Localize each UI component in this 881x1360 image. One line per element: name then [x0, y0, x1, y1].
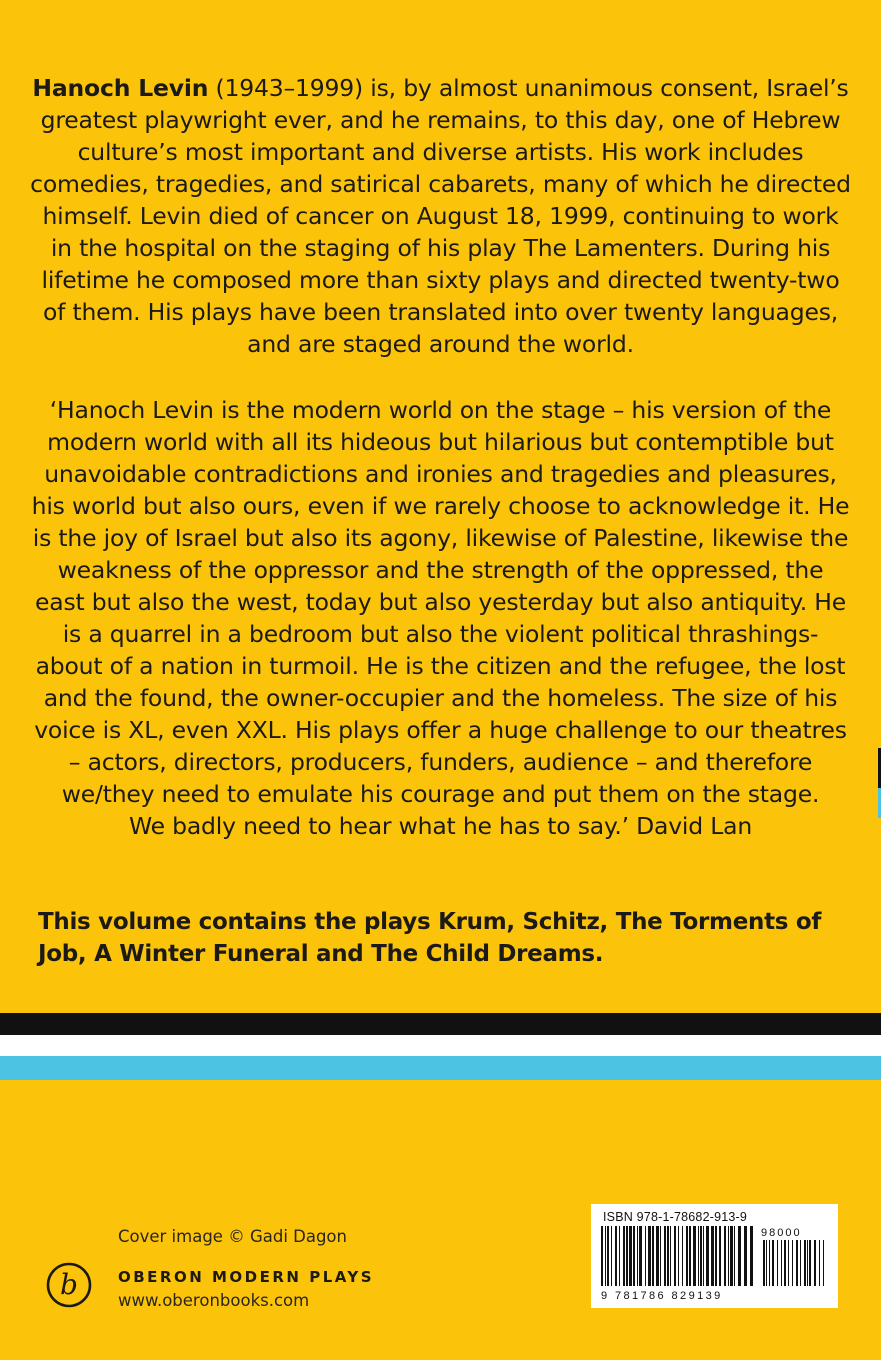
- barcode-bar: [715, 1226, 717, 1286]
- author-bio: [30, 72, 851, 360]
- barcode-addon-bar: [784, 1240, 786, 1286]
- barcode-bar: [750, 1226, 753, 1286]
- barcode-addon-bar: [807, 1240, 808, 1286]
- barcode-addon-bar: [763, 1240, 765, 1286]
- barcode-bar: [700, 1226, 702, 1286]
- barcode-addon-bar: [772, 1240, 774, 1286]
- author-name: Hanoch Levin: [32, 74, 209, 102]
- barcode-addon-bar: [766, 1240, 767, 1286]
- barcode-bar: [738, 1226, 741, 1286]
- barcode-bar: [639, 1226, 642, 1286]
- quote-attribution: We badly need to hear what he has to say.’ David Lan: [128, 812, 753, 840]
- barcode-bar: [645, 1226, 646, 1286]
- barcode-bar: [693, 1226, 696, 1286]
- barcode-bar: [706, 1226, 709, 1286]
- barcode-bar: [611, 1226, 612, 1286]
- review-quote: [30, 394, 851, 842]
- barcode-bar: [678, 1226, 679, 1286]
- barcode-bar: [682, 1226, 683, 1286]
- contents-statement: This volume contains the plays Krum, Schitz, The Torments of Job, A Winter Funeral and The Child Dreams.: [38, 909, 822, 967]
- barcode-bar: [660, 1226, 661, 1286]
- cover-credit: Cover image © Gadi Dagon: [118, 1227, 347, 1246]
- barcode-addon-bar: [819, 1240, 820, 1286]
- black-stripe: [0, 1013, 881, 1035]
- barcode-bar: [689, 1226, 691, 1286]
- bio-text: (1943–1999) is, by almost unanimous consent, Israel’s greatest playwright ever, and he remains, to this day, one of Hebrew culture’s most important and diverse artists. His work includes comedies, tragedies, and satirical cabarets, many of which he directed himself. Levin died of cancer on August 18, 1999, continuing to work in the hospital on the staging of his play The Lamenters. During his lifetime he composed more than sixty plays and directed twenty-two of them. His plays have been translated into over twenty languages, and are staged around the world.: [30, 74, 851, 358]
- barcode-digits: 9 781786 829139: [601, 1290, 723, 1302]
- barcode-addon-bar: [777, 1240, 778, 1286]
- oberon-logo-icon: [46, 1262, 92, 1308]
- barcode-bars: [599, 1226, 829, 1292]
- barcode-bar: [648, 1226, 651, 1286]
- barcode-bar: [711, 1226, 714, 1286]
- quote-text: ‘Hanoch Levin is the modern world on the stage – his version of the modern world with all its hideous but hilarious but contemptible but unavoidable contradictions and ironies and tragedies and pleasures, his world but also ours, even if we rarely choose to acknowledge it. He is the joy of Israel but also its agony, likewise of Palestine, likewise the weakness of the oppressor and the strength of the oppressed, the east but also the west, today but also yesterday but also antiquity. He is a quarrel in a bedroom but also the violent political thrashings-about of a nation in turmoil. He is the citizen and the refugee, the lost and the found, the owner-occupier and the homeless. The size of his voice is XL, even XXL. His plays offer a huge challenge to our theatres – actors, directors, producers, funders, audience – and therefore we/they need to emulate his courage and put them on the stage.: [31, 396, 850, 808]
- barcode-bar: [728, 1226, 729, 1286]
- barcode-bar: [670, 1226, 671, 1286]
- barcode-bar: [698, 1226, 699, 1286]
- barcode-addon-bar: [800, 1240, 801, 1286]
- barcode-addon-bar: [809, 1240, 811, 1286]
- logo-letter: b: [60, 1268, 78, 1301]
- barcode-bar: [724, 1226, 726, 1286]
- barcode-bar: [637, 1226, 638, 1286]
- barcode-bar: [734, 1226, 735, 1286]
- barcode-addon-bar: [804, 1240, 806, 1286]
- barcode-addon-bar: [769, 1240, 770, 1286]
- barcode-bar: [719, 1226, 721, 1286]
- barcode-addon-digits: 98000: [761, 1227, 802, 1239]
- barcode-bar: [607, 1226, 609, 1286]
- barcode-bar: [656, 1226, 659, 1286]
- barcode-bar: [744, 1226, 747, 1286]
- barcode-bar: [601, 1226, 603, 1286]
- barcode-bar: [674, 1226, 676, 1286]
- barcode-bar: [605, 1226, 606, 1286]
- barcode-bar: [667, 1226, 669, 1286]
- barcode-bar: [703, 1226, 704, 1286]
- barcode-bar: [629, 1226, 632, 1286]
- barcode-addon-bar: [814, 1240, 816, 1286]
- blue-stripe: [0, 1056, 881, 1080]
- barcode-addon-bar: [796, 1240, 798, 1286]
- barcode-bar: [619, 1226, 620, 1286]
- barcode-bar: [615, 1226, 617, 1286]
- series-name: OBERON MODERN PLAYS: [118, 1268, 375, 1286]
- barcode-bar: [686, 1226, 688, 1286]
- barcode-addon-bar: [788, 1240, 789, 1286]
- barcode-addon-bar: [823, 1240, 824, 1286]
- white-stripe: [0, 1035, 881, 1056]
- barcode-bar: [730, 1226, 733, 1286]
- barcode-addon-bar: [792, 1240, 793, 1286]
- barcode-panel: [591, 1204, 838, 1308]
- barcode-bar: [633, 1226, 635, 1286]
- barcode-addon-bar: [781, 1240, 782, 1286]
- barcode-bar: [664, 1226, 666, 1286]
- barcode-bar: [626, 1226, 628, 1286]
- isbn-label: ISBN 978-1-78682-913-9: [603, 1210, 748, 1224]
- website-link[interactable]: www.oberonbooks.com: [118, 1291, 310, 1310]
- barcode-bar: [652, 1226, 654, 1286]
- barcode-bar: [623, 1226, 625, 1286]
